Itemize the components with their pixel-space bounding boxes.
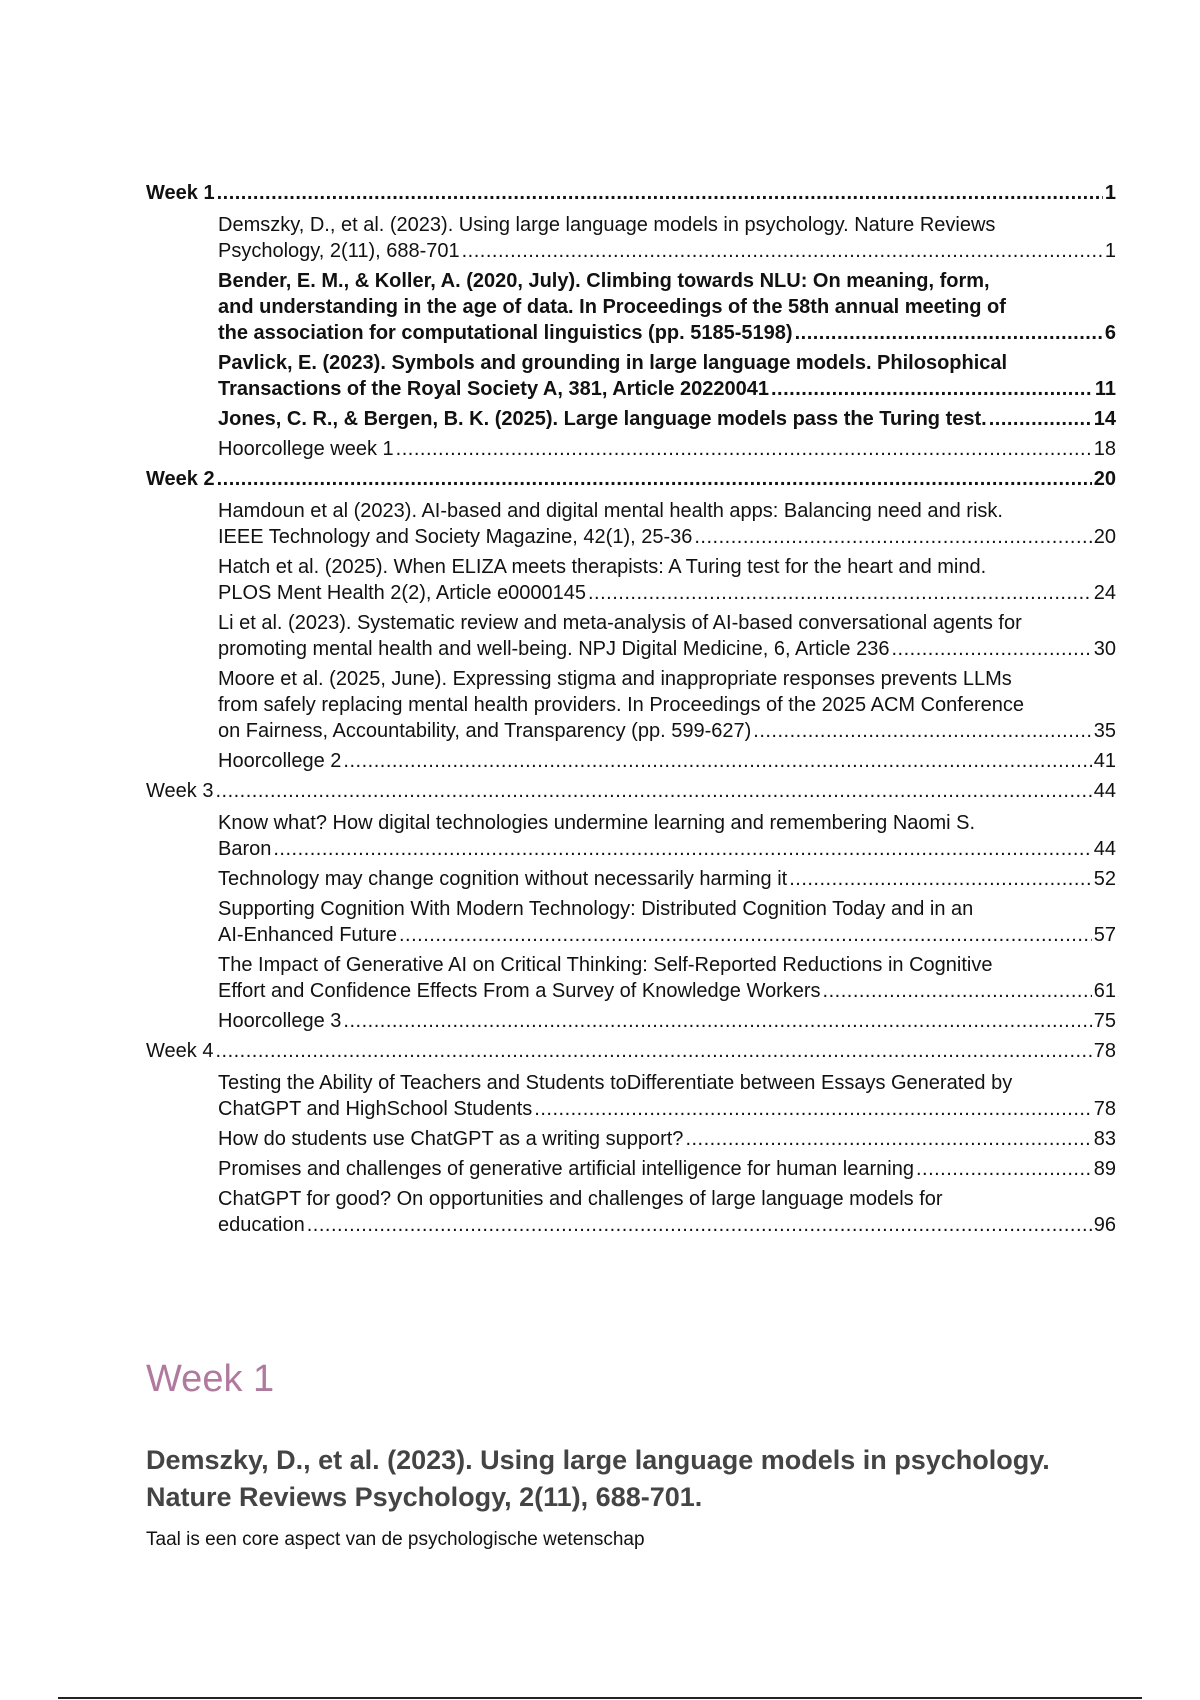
toc-reading-entry[interactable] [146,866,1116,892]
toc-dot-leader [753,718,1091,744]
toc-reading-entry[interactable] [146,810,1116,862]
toc-page-number: 1 [1104,182,1116,204]
toc-reading-entry[interactable] [146,212,1116,264]
toc-reading-entry[interactable] [146,350,1116,402]
toc-entry-text-line: Know what? How digital technologies undermine learning and remembering Naomi S. [218,812,976,834]
toc-page-number: 11 [1094,378,1116,400]
toc-reading-entry[interactable] [146,1186,1116,1238]
toc-page-number: 14 [1093,408,1116,430]
toc-reading-entry[interactable] [146,436,1116,462]
toc-entry-last-line [218,636,1116,662]
toc-entry-label: Hoorcollege week 1 [218,438,394,460]
toc-entry-last-line [218,922,1116,948]
toc-entry-label: Hoorcollege 3 [218,1010,342,1032]
toc-page-number: 41 [1093,750,1116,772]
toc-entry-label: promoting mental health and well-being. NPJ Digital Medicine, 6, Article 236 [218,638,890,660]
toc-entry-label: Promises and challenges of generative artificial intelligence for human learning [218,1158,914,1180]
toc-dot-leader [399,922,1092,948]
toc-page-number: 18 [1093,438,1116,460]
toc-entry-text-line: Testing the Ability of Teachers and Students toDifferentiate between Essays Generated by [218,1072,1013,1094]
toc-entry-label: Baron [218,838,272,860]
toc-entry-text-line: Hatch et al. (2025). When ELIZA meets therapists: A Turing test for the heart and mind. [218,556,987,578]
toc-reading-entry[interactable] [146,554,1116,606]
toc-dot-leader [396,436,1092,462]
toc-dot-leader [694,524,1091,550]
article-title-line-2: Nature Reviews Psychology, 2(11), 688-701. [146,1482,703,1512]
toc-dot-leader [273,836,1091,862]
toc-entry-text-line: Hamdoun et al (2023). AI-based and digital mental health apps: Balancing need and risk. [218,500,1003,522]
toc-entry-text-line: Moore et al. (2025, June). Expressing stigma and inappropriate responses prevents LLMs [218,668,1012,690]
toc-entry-last-line [218,1096,1116,1122]
toc-page-number: 96 [1093,1214,1116,1236]
toc-page-number: 1 [1104,240,1116,262]
toc-entry-last-line [218,320,1116,346]
toc-entry-label: How do students use ChatGPT as a writing support? [218,1128,684,1150]
toc-dot-leader [343,748,1091,774]
toc-reading-entry[interactable] [146,268,1116,346]
toc-entry-label: Week 3 [146,780,214,802]
toc-entry-last-line [218,238,1116,264]
toc-entry-label: Week 2 [146,468,215,490]
toc-page-number: 20 [1093,468,1116,490]
toc-entry-label: education [218,1214,305,1236]
toc-reading-entry[interactable] [146,1156,1116,1182]
body-paragraph: Taal is een core aspect van de psychologische wetenschap [146,1529,645,1550]
toc-week-entry[interactable] [146,180,1116,206]
toc-entry-last-line [218,436,1116,462]
toc-entry-text-line: Li et al. (2023). Systematic review and meta-analysis of AI-based conversational agents for [218,612,1022,634]
toc-entry-last-line [218,376,1116,402]
article-title [146,1442,1106,1516]
toc-entry-label: Week 1 [146,182,215,204]
article-title-line-1: Demszky, D., et al. (2023). Using large language models in psychology. [146,1445,1050,1475]
toc-entry-label: Psychology, 2(11), 688-701 [218,240,460,262]
toc-page-number: 6 [1104,322,1116,344]
toc-entry-last-line [218,580,1116,606]
toc-page-number: 44 [1093,838,1116,860]
toc-dot-leader [217,466,1092,492]
toc-entry-last-line [146,180,1116,206]
toc-entry-text-line: ChatGPT for good? On opportunities and challenges of large language models for [218,1188,943,1210]
toc-page-number: 20 [1093,526,1116,548]
toc-reading-entry[interactable] [146,952,1116,1004]
toc-dot-leader [916,1156,1092,1182]
toc-reading-entry[interactable] [146,748,1116,774]
toc-week-entry[interactable] [146,1038,1116,1064]
toc-entry-text-line: Pavlick, E. (2023). Symbols and grounding in large language models. Philosophical [218,352,1008,374]
table-of-contents [146,180,1116,1242]
toc-dot-leader [891,636,1091,662]
toc-entry-last-line [218,718,1116,744]
toc-dot-leader [789,866,1092,892]
toc-page-number: 61 [1093,980,1116,1002]
toc-entry-label: PLOS Ment Health 2(2), Article e0000145 [218,582,586,604]
toc-page-number: 52 [1093,868,1116,890]
toc-entry-label: Week 4 [146,1040,214,1062]
toc-reading-entry[interactable] [146,610,1116,662]
toc-reading-entry[interactable] [146,1070,1116,1122]
toc-page-number: 83 [1093,1128,1116,1150]
toc-entry-last-line [146,778,1116,804]
toc-dot-leader [588,580,1092,606]
toc-page-number: 35 [1093,720,1116,742]
toc-entry-label: Jones, C. R., & Bergen, B. K. (2025). Large language models pass the Turing test. [218,408,987,430]
toc-entry-text-line: Supporting Cognition With Modern Technology: Distributed Cognition Today and in an [218,898,974,920]
toc-entry-last-line [146,466,1116,492]
toc-entry-text-line: The Impact of Generative AI on Critical Thinking: Self-Reported Reductions in Cognitive [218,954,993,976]
toc-entry-last-line [218,406,1116,432]
toc-reading-entry[interactable] [146,896,1116,948]
toc-entry-label: on Fairness, Accountability, and Transparency (pp. 599-627) [218,720,752,742]
toc-page-number: 78 [1093,1098,1116,1120]
toc-dot-leader [685,1126,1091,1152]
toc-entry-label: IEEE Technology and Society Magazine, 42(1), 25-36 [218,526,693,548]
toc-entry-last-line [218,978,1116,1004]
toc-page-number: 24 [1093,582,1116,604]
toc-entry-label: Transactions of the Royal Society A, 381, Article 20220041 [218,378,769,400]
toc-page-number: 78 [1093,1040,1116,1062]
toc-reading-entry[interactable] [146,666,1116,744]
toc-page-number: 57 [1093,924,1116,946]
toc-entry-text-line: and understanding in the age of data. In Proceedings of the 58th annual meeting of [218,296,1006,318]
toc-entry-label: ChatGPT and HighSchool Students [218,1098,533,1120]
toc-entry-last-line [218,1126,1116,1152]
toc-entry-label: Hoorcollege 2 [218,750,342,772]
toc-dot-leader [823,978,1092,1004]
toc-entry-label: the association for computational linguistics (pp. 5185-5198) [218,322,793,344]
toc-page-number: 44 [1093,780,1116,802]
toc-dot-leader [217,180,1103,206]
toc-week-entry[interactable] [146,466,1116,492]
toc-reading-entry[interactable] [146,1126,1116,1152]
toc-entry-text-line: Bender, E. M., & Koller, A. (2020, July). Climbing towards NLU: On meaning, form, [218,270,990,292]
toc-dot-leader [307,1212,1092,1238]
toc-entry-label: AI-Enhanced Future [218,924,397,946]
toc-entry-label: Technology may change cognition without necessarily harming it [218,868,788,890]
toc-entry-label: Effort and Confidence Effects From a Survey of Knowledge Workers [218,980,821,1002]
toc-reading-entry[interactable] [146,1008,1116,1034]
toc-dot-leader [462,238,1103,264]
toc-dot-leader [343,1008,1091,1034]
toc-dot-leader [989,406,1092,432]
toc-dot-leader [771,376,1093,402]
toc-entry-last-line [146,1038,1116,1064]
toc-dot-leader [215,778,1091,804]
toc-entry-last-line [218,1008,1116,1034]
toc-reading-entry[interactable] [146,406,1116,432]
toc-page-number: 89 [1093,1158,1116,1180]
toc-dot-leader [795,320,1103,346]
toc-entry-text-line: Demszky, D., et al. (2023). Using large language models in psychology. Nature Reviews [218,214,996,236]
toc-dot-leader [215,1038,1091,1064]
toc-dot-leader [534,1096,1091,1122]
toc-entry-last-line [218,524,1116,550]
page-bottom-rule [58,1697,1142,1699]
toc-week-entry[interactable] [146,778,1116,804]
toc-page-number: 30 [1093,638,1116,660]
toc-entry-text-line: from safely replacing mental health providers. In Proceedings of the 2025 ACM Conference [218,694,1024,716]
section-heading: Week 1 [146,1358,275,1400]
toc-page-number: 75 [1093,1010,1116,1032]
toc-reading-entry[interactable] [146,498,1116,550]
toc-entry-last-line [218,866,1116,892]
toc-entry-last-line [218,1212,1116,1238]
toc-entry-last-line [218,1156,1116,1182]
toc-entry-last-line [218,836,1116,862]
toc-entry-last-line [218,748,1116,774]
